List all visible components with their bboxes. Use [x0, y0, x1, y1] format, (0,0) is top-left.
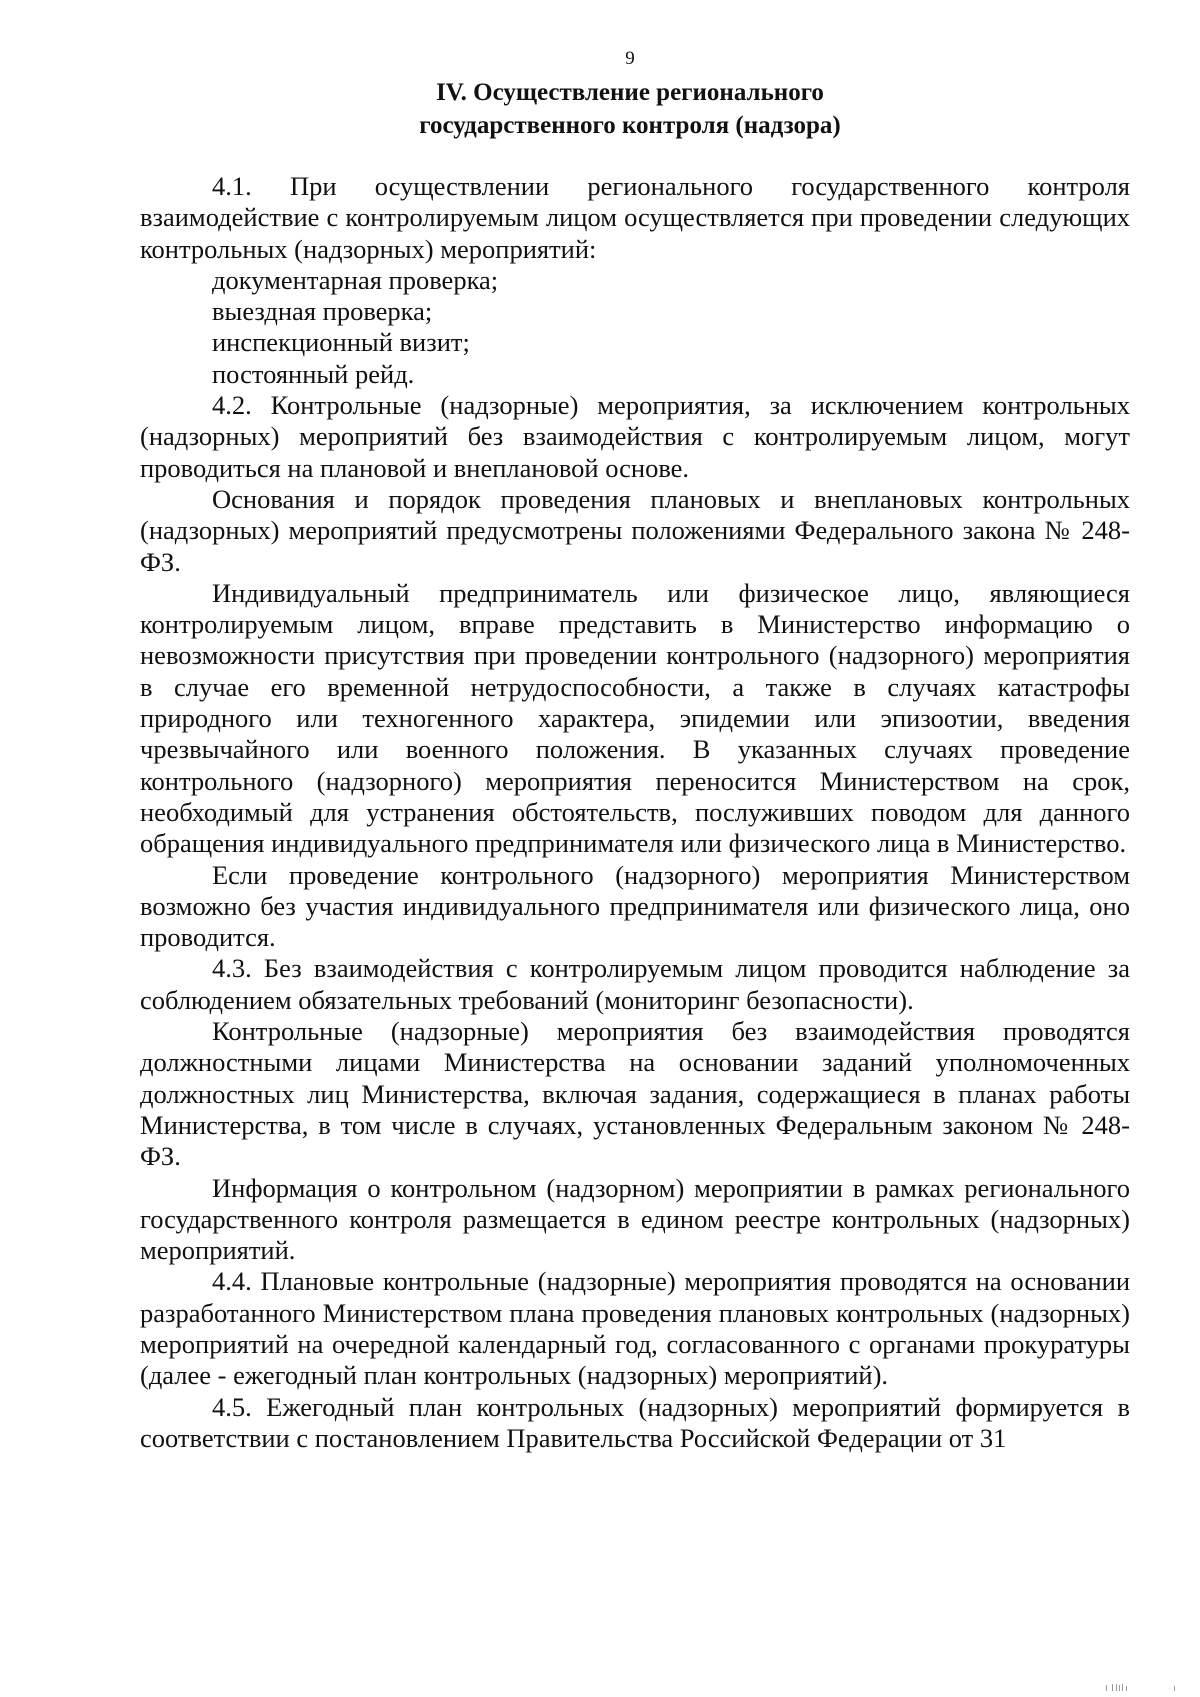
section-title-line-1: IV. Осуществление регионального: [436, 79, 824, 106]
list-item: документарная проверка;: [212, 264, 499, 295]
page-number: 9: [625, 48, 635, 69]
paragraph-4-2: 4.2. Контрольные (надзорные) мероприятия, за исключением контрольных (надзорных) мероприятий без взаимодействия с контролируемым лицом, могут проводиться на плановой и внеплановой основе.: [140, 390, 1130, 483]
paragraph: Если проведение контрольного (надзорного) мероприятия Министерством возможно без участия индивидуального предпринимателя или физического лица, оно проводится.: [140, 859, 1130, 953]
section-title: [0, 76, 1200, 142]
paragraph-4-5: 4.5. Ежегодный план контрольных (надзорных) мероприятий формируется в соответствии с постановлением Правительства Российской Федерации от 31: [140, 1391, 1130, 1453]
section-title-line-2: государственного контроля (надзора): [419, 112, 841, 139]
list-item: инспекционный визит;: [212, 327, 470, 358]
paragraph: Контрольные (надзорные) мероприятия без взаимодействия проводятся должностными лицами Министерства на основании заданий уполномоченных должностных лиц Министерства, включая задания, содержащиеся в планах работы Министерства, в том числе в случаях, установленных Федеральным законом № 248-ФЗ.: [140, 1016, 1130, 1172]
paragraph-4-3: 4.3. Без взаимодействия с контролируемым лицом проводится наблюдение за соблюдением обязательных требований (мониторинг безопасности).: [140, 953, 1130, 1015]
paragraph: Индивидуальный предприниматель или физическое лицо, являющиеся контролируемым лицом, вправе представить в Министерство информацию о невозможности присутствия при проведении контрольного (надзорного) мероприятия в случае его временной нетрудоспособности, а также в случаях катастрофы природного или техногенного характера, эпидемии или эпизоотии, введения чрезвычайного или военного положения. В указанных случаях проведение контрольного (надзорного) мероприятия переносится Министерством на срок, необходимый для устранения обстоятельств, послуживших поводом для данного обращения индивидуального предпринимателя или физического лица в Министерство.: [140, 577, 1130, 859]
list-item: выездная проверка;: [212, 296, 433, 327]
scan-artifact-marks: [1100, 1683, 1180, 1691]
list-item: постоянный рейд.: [212, 358, 415, 389]
paragraph: Информация о контрольном (надзорном) мероприятии в рамках регионального государственного контроля размещается в едином реестре контрольных (надзорных) мероприятий.: [140, 1172, 1130, 1266]
paragraph-4-4: 4.4. Плановые контрольные (надзорные) мероприятия проводятся на основании разработанного Министерством плана проведения плановых контрольных (надзорных) мероприятий на очередной календарный год, согласованного с органами прокуратуры (далее - ежегодный план контрольных (надзорных) мероприятий).: [140, 1266, 1130, 1391]
paragraph: Основания и порядок проведения плановых и внеплановых контрольных (надзорных) мероприятий предусмотрены положениями Федерального закона № 248-ФЗ.: [140, 483, 1130, 577]
document-body: [140, 171, 1130, 1454]
paragraph-4-1: 4.1. При осуществлении регионального государственного контроля взаимодействие с контролируемым лицом осуществляется при проведении следующих контрольных (надзорных) мероприятий:: [140, 171, 1130, 264]
